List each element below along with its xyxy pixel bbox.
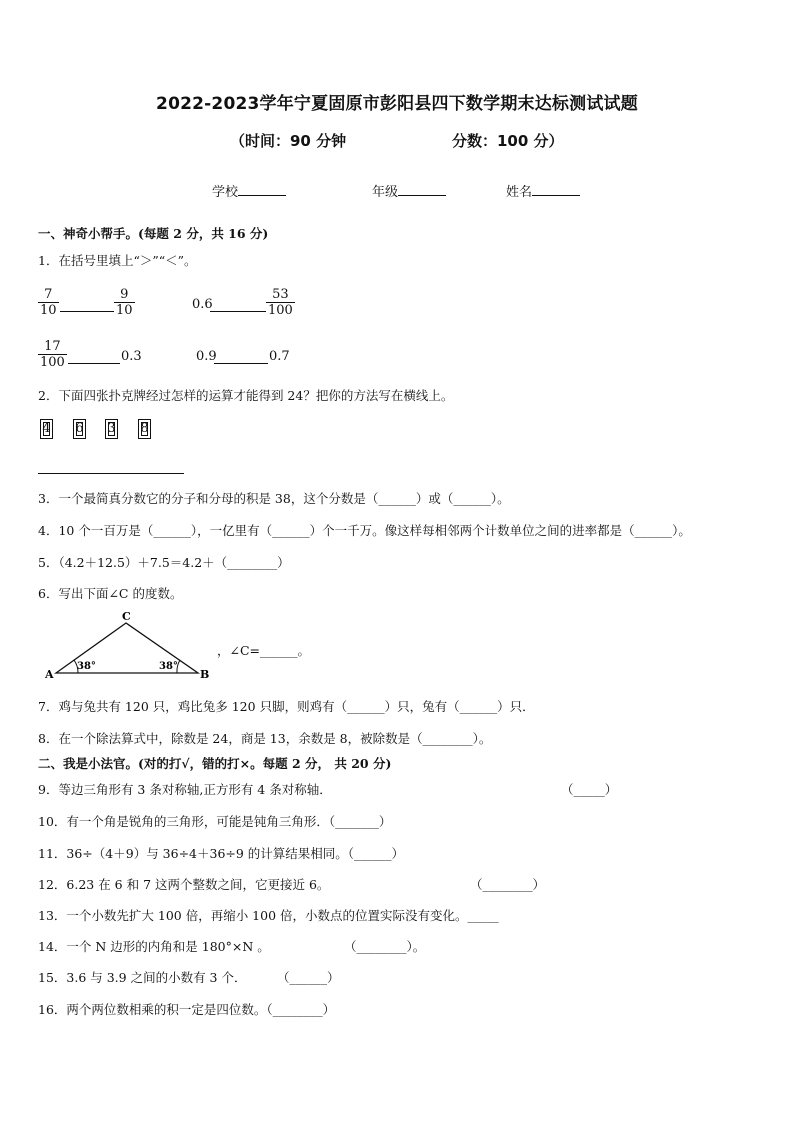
name-blank — [532, 183, 580, 196]
label-a: A — [45, 668, 54, 681]
angle-a-label: 38° — [77, 661, 96, 672]
exam-time: （时间：90 分钟 — [230, 132, 347, 150]
section1-heading: 一、神奇小帮手。(每题 2 分，共 16 分) — [38, 226, 269, 241]
compare-blank — [60, 310, 114, 312]
triangle-diagram — [40, 610, 220, 682]
question-9: 9．等边三角形有 3 条对称轴,正方形有 4 条对称轴． — [38, 782, 332, 797]
playing-card: 4 — [40, 419, 53, 439]
value-0-3: 0.3 — [121, 349, 142, 364]
fraction-numerator: 17 — [44, 339, 61, 354]
fraction-denominator: 10 — [40, 303, 57, 318]
question-14: 14．一个 N 边形的内角和是 180°×N 。 — [38, 939, 270, 954]
question-11: 11．36÷（4＋9）与 36÷4＋36÷9 的计算结果相同。（______） — [38, 846, 405, 861]
question-7: 7．鸡与兔共有 120 只，鸡比兔多 120 只脚，则鸡有（______）只，兔有（______）只． — [38, 699, 535, 714]
fraction-denominator: 100 — [268, 303, 293, 318]
label-c: C — [122, 610, 131, 623]
value-0-9: 0.9 — [196, 349, 217, 364]
fraction-denominator: 10 — [116, 303, 133, 318]
compare-blank — [68, 362, 120, 364]
question-8: 8．在一个除法算式中，除数是 24，商是 13，余数是 8，被除数是（________）。 — [38, 731, 492, 746]
question-1: 1．在括号里填上“＞”“＜”。 — [38, 253, 197, 268]
question-12: 12．6.23 在 6 和 7 这两个整数之间，它更接近 6。 — [38, 877, 330, 892]
question-2: 2．下面四张扑克牌经过怎样的运算才能得到 24？把你的方法写在横线上。 — [38, 388, 454, 403]
grade-blank — [398, 183, 446, 196]
question-13: 13．一个小数先扩大 100 倍，再缩小 100 倍，小数点的位置实际没有变化。_____ — [38, 908, 499, 923]
page-title: 2022-2023学年宁夏固原市彭阳县四下数学期末达标测试试题 — [156, 94, 638, 114]
school-field — [212, 181, 286, 200]
school-label: 学校 — [212, 185, 239, 200]
section2-heading: 二、我是小法官。(对的打√，错的打×。每题 2 分， 共 20 分) — [38, 756, 392, 771]
school-blank — [238, 183, 286, 196]
fraction-9-10 — [114, 287, 135, 318]
compare-blank — [210, 310, 266, 312]
question-12-blank: （________） — [470, 877, 546, 892]
name-field — [506, 181, 580, 200]
playing-card: 8 — [138, 419, 151, 439]
grade-label: 年级 — [372, 185, 399, 200]
question-14-blank: （________）。 — [344, 939, 426, 954]
exam-score: 分数：100 分） — [452, 132, 564, 150]
question-5: 5．（4.2＋12.5）＋7.5＝4.2＋（________） — [38, 555, 290, 570]
question-3: 3．一个最简真分数它的分子和分母的积是 38，这个分数是（______）或（______）。 — [38, 491, 510, 506]
fraction-numerator: 7 — [44, 287, 53, 302]
fraction-numerator: 9 — [120, 287, 129, 302]
fraction-53-100 — [266, 287, 295, 318]
question-10: 10．有一个角是锐角的三角形，可能是钝角三角形．（_______） — [38, 814, 392, 829]
playing-card: 3 — [105, 419, 118, 439]
answer-line — [38, 472, 184, 474]
question-6: 6．写出下面∠C 的度数。 — [38, 586, 183, 601]
angle-c-answer: ，∠C=______。 — [217, 643, 311, 658]
fraction-17-100 — [38, 339, 67, 370]
fraction-denominator: 100 — [40, 355, 65, 370]
compare-blank — [214, 362, 268, 364]
label-b: B — [200, 668, 210, 681]
value-0-6: 0.6 — [192, 297, 213, 312]
fraction-7-10 — [38, 287, 59, 318]
playing-card: 6 — [73, 419, 86, 439]
question-15-blank: （______） — [277, 970, 340, 985]
value-0-7: 0.7 — [269, 349, 290, 364]
fraction-numerator: 53 — [272, 287, 289, 302]
angle-b-label: 38° — [159, 661, 178, 672]
grade-field — [372, 181, 446, 200]
question-9-blank: （_____） — [561, 782, 618, 797]
question-16: 16．两个两位数相乘的积一定是四位数。（________） — [38, 1002, 336, 1017]
question-15: 15．3.6 与 3.9 之间的小数有 3 个． — [38, 970, 247, 985]
name-label: 姓名 — [506, 185, 533, 200]
question-4: 4．10 个一百万是（______），一亿里有（______）个一千万。像这样每相邻两个计数单位之间的进率都是（______）。 — [38, 523, 691, 538]
